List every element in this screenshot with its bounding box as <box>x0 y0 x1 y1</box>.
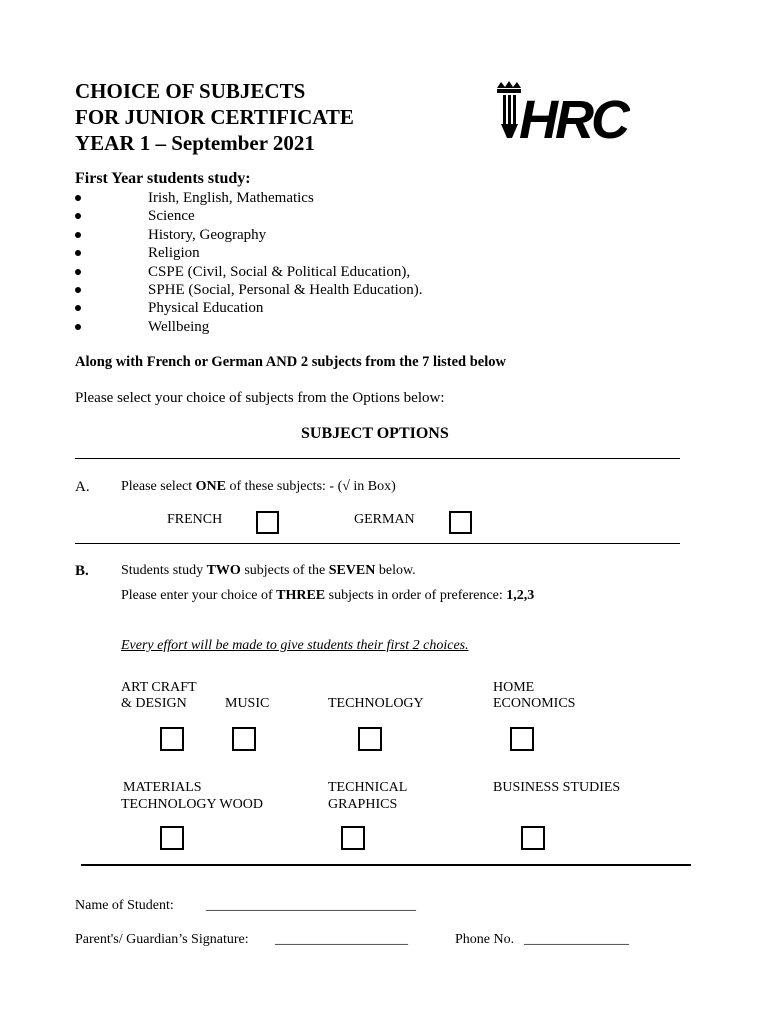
title-line-2: FOR JUNIOR CERTIFICATE <box>75 105 354 129</box>
student-name-label: Name of Student: <box>75 898 174 913</box>
section-b-instruction-1: Students study TWO subjects of the SEVEN below. <box>121 563 416 578</box>
section-b-instruction-2: Please enter your choice of THREE subjects in order of preference: 1,2,3 <box>121 588 535 603</box>
title-line-1: CHOICE OF SUBJECTS <box>75 79 306 103</box>
bullet-icon <box>75 232 81 238</box>
divider <box>81 864 691 866</box>
check-mark-icon: √ <box>342 479 350 494</box>
student-name-field[interactable]: ______________________________ <box>206 898 416 913</box>
section-a-instruction: Please select ONE of these subjects: - (√ in Box) <box>121 479 396 494</box>
home-economics-box[interactable] <box>510 727 534 751</box>
bullet-icon <box>75 195 81 201</box>
please-select-note: Please select your choice of subjects from the Options below: <box>75 390 445 406</box>
german-checkbox[interactable] <box>449 511 472 534</box>
bullet-icon <box>75 324 81 330</box>
french-label: FRENCH <box>167 512 223 527</box>
technical-graphics-label-line1: TECHNICAL <box>328 780 408 795</box>
section-b-label: B. <box>75 563 89 579</box>
divider <box>75 458 680 459</box>
logo-text: HRC <box>519 90 627 150</box>
home-economics-label-line1: HOME <box>493 680 535 695</box>
art-craft-design-box[interactable] <box>160 727 184 751</box>
technical-graphics-label-line2: GRAPHICS <box>328 797 398 812</box>
along-with-note: Along with French or German AND 2 subjects from the 7 listed below <box>75 354 506 370</box>
music-label: MUSIC <box>225 696 270 711</box>
business-studies-box[interactable] <box>521 826 545 850</box>
effort-note: Every effort will be made to give students their first 2 choices. <box>121 638 469 653</box>
bullet-icon <box>75 287 81 293</box>
subject-options-heading: SUBJECT OPTIONS <box>301 425 449 442</box>
art-craft-label-line2: & DESIGN <box>121 696 187 711</box>
art-craft-label-line1: ART CRAFT <box>121 680 197 695</box>
technology-box[interactable] <box>358 727 382 751</box>
crown-torch-icon <box>495 80 630 152</box>
bullet-icon <box>75 305 81 311</box>
home-economics-label-line2: ECONOMICS <box>493 696 576 711</box>
first-year-heading: First Year students study: <box>75 170 251 187</box>
divider <box>75 543 680 544</box>
technical-graphics-box[interactable] <box>341 826 365 850</box>
music-box[interactable] <box>232 727 256 751</box>
section-a-label: A. <box>75 479 90 495</box>
hrc-logo <box>495 80 630 152</box>
phone-label: Phone No. <box>455 932 515 947</box>
german-label: GERMAN <box>354 512 415 527</box>
signature-field[interactable]: ___________________ <box>275 932 408 947</box>
business-studies-label: BUSINESS STUDIES <box>493 780 621 795</box>
french-checkbox[interactable] <box>256 511 279 534</box>
signature-label: Parent's/ Guardian’s Signature: <box>75 932 249 947</box>
materials-technology-label-line1: MATERIALS <box>123 780 202 795</box>
phone-field[interactable]: _______________ <box>524 932 629 947</box>
bullet-icon <box>75 250 81 256</box>
title-line-3: YEAR 1 – September 2021 <box>75 131 315 155</box>
bullet-icon <box>75 213 81 219</box>
bullet-icon <box>75 269 81 275</box>
technology-label: TECHNOLOGY <box>328 696 424 711</box>
materials-technology-box[interactable] <box>160 826 184 850</box>
materials-technology-label-line2: TECHNOLOGY WOOD <box>121 797 263 812</box>
